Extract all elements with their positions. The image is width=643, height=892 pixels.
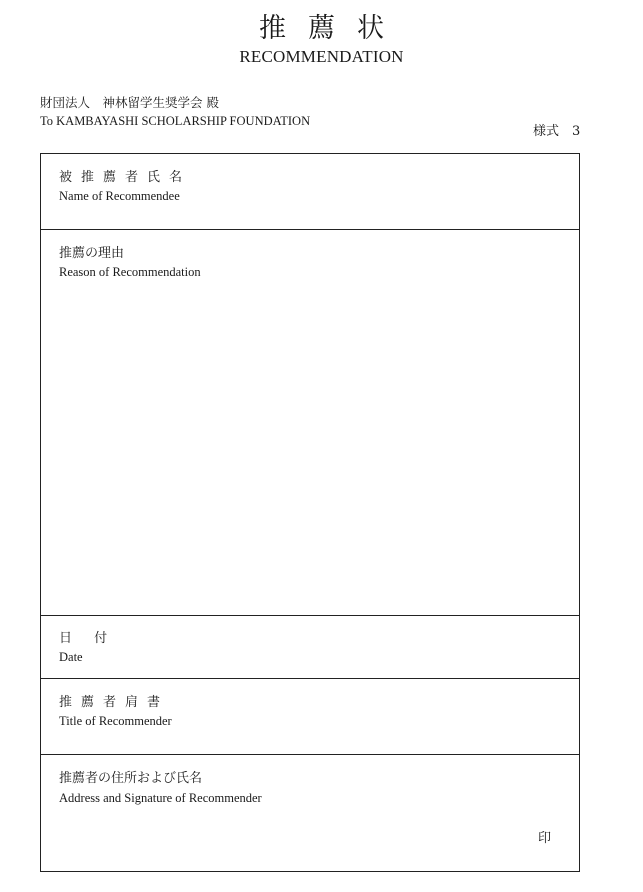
recommendee-name-label-en: Name of Recommendee xyxy=(59,189,180,203)
document-title-english: RECOMMENDATION xyxy=(239,47,404,66)
seal-mark: 印 xyxy=(537,831,551,846)
recommender-address-label-jp: 推薦者の住所および氏名 xyxy=(59,771,203,786)
date-label-jp: 日 付 xyxy=(59,631,117,646)
addressee-english: To KAMBAYASHI SCHOLARSHIP FOUNDATION xyxy=(40,114,311,128)
date-label-en: Date xyxy=(59,650,83,664)
recommendation-reason-label-en: Reason of Recommendation xyxy=(59,265,201,279)
recommender-title-label-en: Title of Recommender xyxy=(59,714,172,728)
addressee-japanese: 財団法人 神林留学生奨学会 殿 xyxy=(40,95,219,110)
recommender-title-field[interactable] xyxy=(41,679,579,755)
recommendation-reason-label-jp: 推薦の理由 xyxy=(59,246,125,261)
recommendation-form xyxy=(40,153,580,872)
recommender-address-signature-field[interactable] xyxy=(41,755,579,871)
recommender-title-label-jp: 推薦者肩書 xyxy=(59,695,170,710)
date-field[interactable] xyxy=(41,616,579,679)
document-title-japanese: 推薦状 xyxy=(259,13,406,44)
recommendee-name-label-jp: 被推薦者氏名 xyxy=(59,170,192,185)
form-number: 様式 3 xyxy=(533,124,581,139)
recommendee-name-field[interactable] xyxy=(41,154,579,230)
recommendation-reason-field[interactable] xyxy=(41,230,579,616)
recommender-address-label-en: Address and Signature of Recommender xyxy=(59,791,262,805)
